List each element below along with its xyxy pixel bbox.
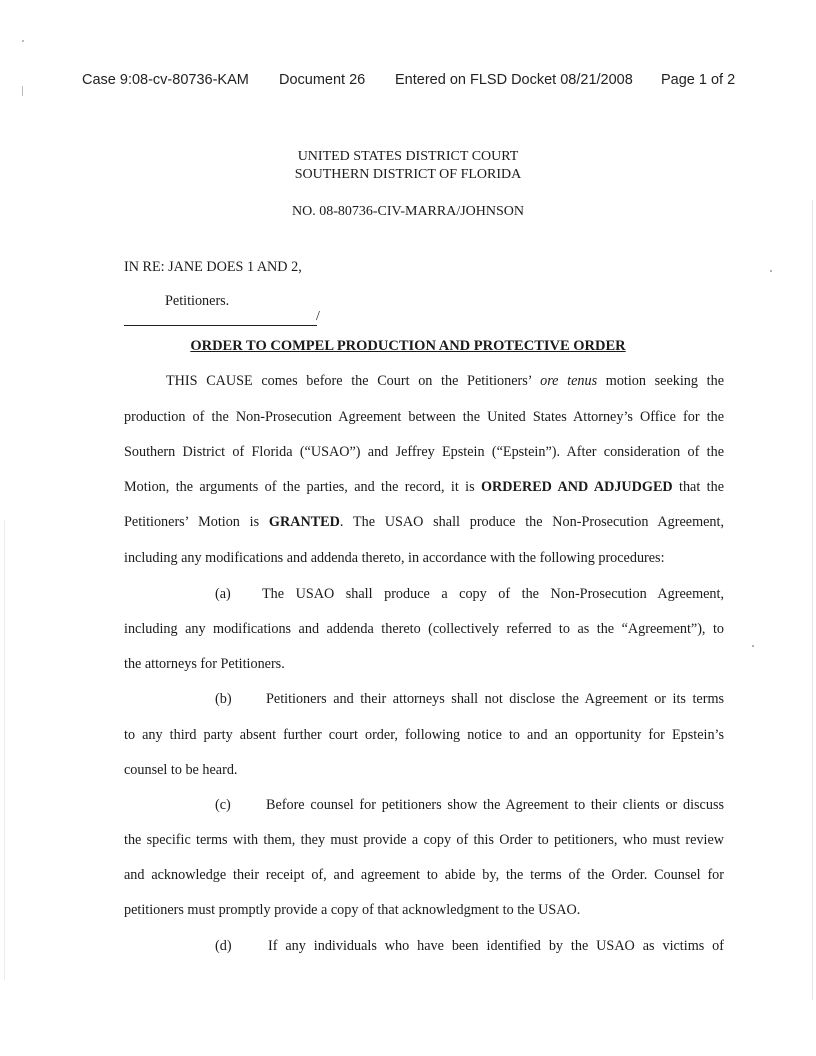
intro-line-1: THIS CAUSE comes before the Court on the Petitioners’ ore tenus motion seeking the bbox=[166, 373, 724, 389]
docket-entry-header: Entered on FLSD Docket 08/21/2008 bbox=[395, 72, 633, 88]
item-a-label: (a) bbox=[215, 586, 231, 602]
item-b-line-3: counsel to be heard. bbox=[124, 762, 238, 778]
item-a-line-2: including any modifications and addenda thereto (collectively referred to as the “Agreement”), to bbox=[124, 621, 724, 637]
item-c-line-2: the specific terms with them, they must provide a copy of this Order to petitioners, who must review bbox=[124, 832, 724, 848]
item-c-line-1: Before counsel for petitioners show the Agreement to their clients or discuss bbox=[266, 797, 724, 813]
caption-petitioners: Petitioners. bbox=[165, 293, 230, 309]
item-c-line-4: petitioners must promptly provide a copy of that acknowledgment to the USAO. bbox=[124, 902, 581, 918]
caption-slash: / bbox=[316, 309, 320, 324]
intro-line-4: Motion, the arguments of the parties, and the record, it is ORDERED AND ADJUDGED that the bbox=[124, 479, 724, 495]
item-c-label: (c) bbox=[215, 797, 231, 813]
intro-line-2: production of the Non-Prosecution Agreement between the United States Attorney’s Office for the bbox=[124, 409, 724, 425]
item-d-label: (d) bbox=[215, 938, 232, 954]
item-d-line-1: If any individuals who have been identified by the USAO as victims of bbox=[268, 938, 724, 954]
intro-line-6: including any modifications and addenda thereto, in accordance with the following procedures: bbox=[124, 550, 665, 566]
intro-line-5: Petitioners’ Motion is GRANTED. The USAO shall produce the Non-Prosecution Agreement, bbox=[124, 514, 725, 530]
caption-rule bbox=[124, 325, 317, 326]
scan-artifact bbox=[22, 40, 24, 42]
intro-line-3: Southern District of Florida (“USAO”) and Jeffrey Epstein (“Epstein”). After consideration of the bbox=[124, 444, 724, 460]
scan-artifact bbox=[22, 86, 23, 96]
item-b-line-2: to any third party absent further court order, following notice to and an opportunity for Epstein’s bbox=[124, 727, 724, 743]
scan-artifact bbox=[752, 645, 754, 647]
item-a-line-1: The USAO shall produce a copy of the Non-Prosecution Agreement, bbox=[262, 586, 724, 602]
civil-case-number: NO. 08-80736-CIV-MARRA/JOHNSON bbox=[291, 204, 525, 219]
court-name: UNITED STATES DISTRICT COURT bbox=[297, 149, 519, 164]
item-c-line-3: and acknowledge their receipt of, and agreement to abide by, the terms of the Order. Counsel for bbox=[124, 867, 724, 883]
item-a-line-3: the attorneys for Petitioners. bbox=[124, 656, 285, 672]
page-number-header: Page 1 of 2 bbox=[661, 72, 736, 88]
scan-artifact bbox=[4, 520, 5, 980]
item-b-line-1: Petitioners and their attorneys shall not disclose the Agreement or its terms bbox=[266, 691, 724, 707]
order-title: ORDER TO COMPEL PRODUCTION AND PROTECTIVE ORDER bbox=[190, 338, 626, 354]
court-district: SOUTHERN DISTRICT OF FLORIDA bbox=[294, 167, 522, 182]
caption-in-re: IN RE: JANE DOES 1 AND 2, bbox=[124, 259, 302, 275]
case-number-header: Case 9:08-cv-80736-KAM bbox=[82, 72, 249, 88]
scan-artifact bbox=[770, 270, 772, 272]
scan-artifact bbox=[812, 200, 813, 1000]
document-number-header: Document 26 bbox=[279, 72, 366, 88]
item-b-label: (b) bbox=[215, 691, 232, 707]
